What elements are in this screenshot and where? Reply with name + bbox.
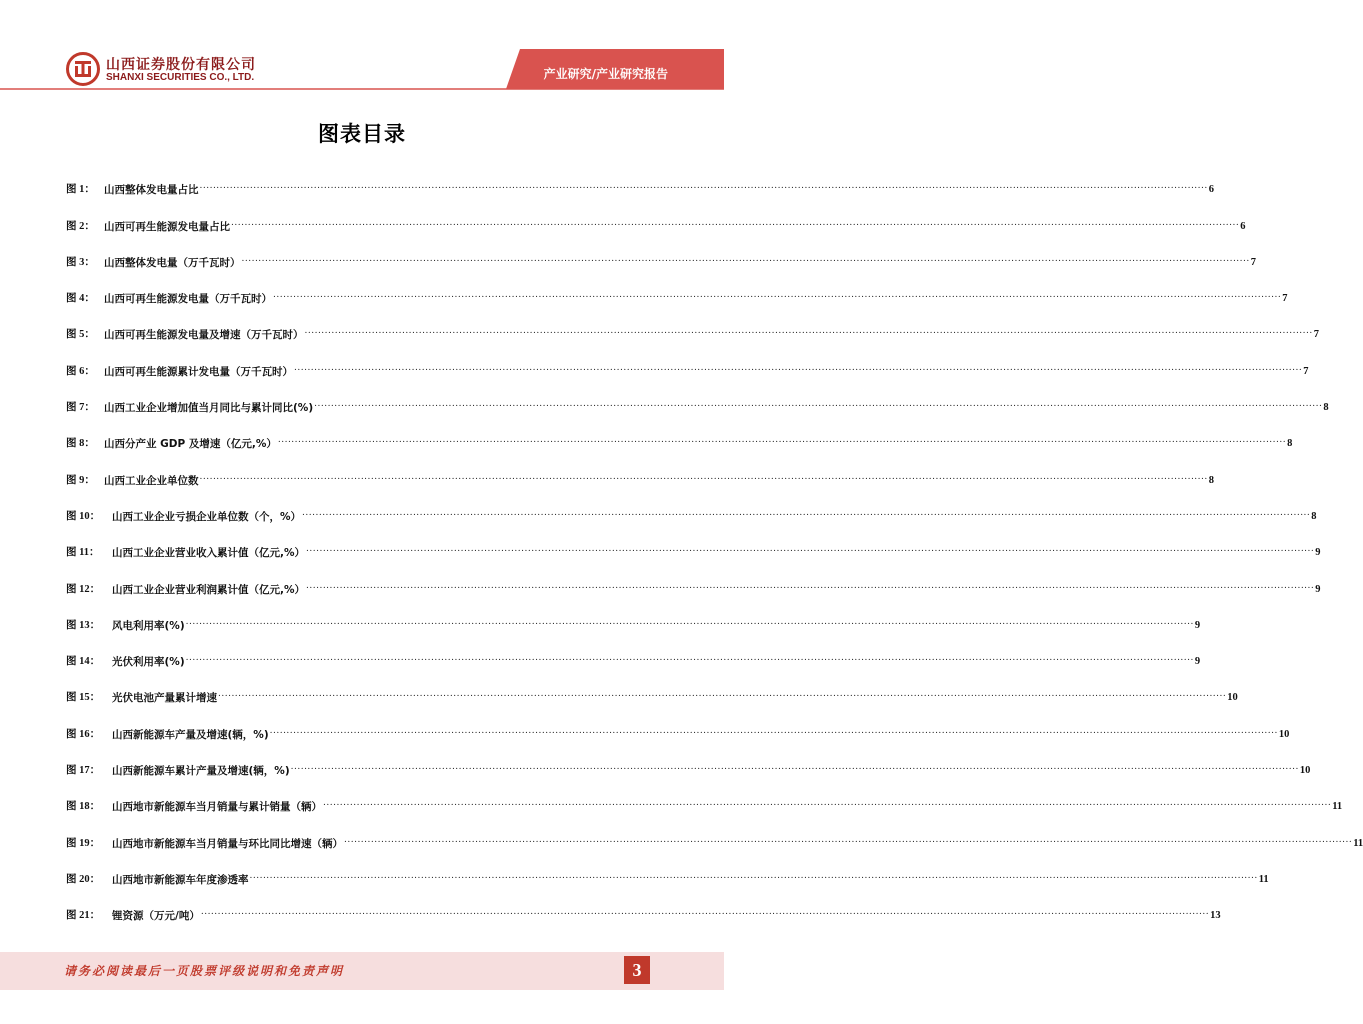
toc-entry-page: 9 bbox=[1194, 656, 1201, 668]
toc-entry-label: 图 7： bbox=[66, 402, 95, 414]
toc-entry[interactable] bbox=[66, 309, 1320, 345]
figure-list bbox=[66, 164, 1363, 926]
toc-entry[interactable] bbox=[66, 164, 1215, 200]
toc-entry-label: 图 10： bbox=[66, 510, 101, 522]
page-header bbox=[0, 0, 724, 92]
toc-entry-title: 山西分产业 GDP 及增速（亿元,%） bbox=[104, 438, 277, 451]
toc-entry[interactable] bbox=[66, 563, 1321, 599]
toc-entry-label: 图 13： bbox=[66, 619, 101, 631]
toc-entry-title: 山西工业企业增加值当月同比与累计同比(%) bbox=[104, 402, 314, 415]
toc-leader-dots: ............................................................................................................................................................................................................................................................................................................ bbox=[218, 689, 1227, 700]
toc-leader-dots: ............................................................................................................................................................................................................................................................................................................ bbox=[302, 507, 1311, 518]
toc-entry-page: 7 bbox=[1303, 365, 1309, 377]
toc-entry-label: 图 4： bbox=[66, 293, 95, 305]
toc-entry[interactable] bbox=[66, 527, 1321, 563]
toc-entry-label: 图 2： bbox=[66, 220, 95, 232]
toc-entry-page: 8 bbox=[1311, 510, 1317, 522]
toc-entry-page: 9 bbox=[1194, 619, 1201, 631]
toc-leader-dots: ............................................................................................................................................................................................................................................................................................................ bbox=[306, 544, 1315, 555]
toc-entry-title: 光伏利用率(%) bbox=[112, 656, 185, 669]
toc-entry[interactable] bbox=[66, 345, 1309, 381]
toc-leader-dots: ............................................................................................................................................................................................................................................................................................................ bbox=[294, 362, 1303, 373]
toc-leader-dots: ............................................................................................................................................................................................................................................................................................................ bbox=[199, 471, 1208, 482]
toc-entry-label: 图 14： bbox=[66, 656, 101, 668]
toc-entry-page: 11 bbox=[1353, 837, 1363, 849]
toc-entry[interactable] bbox=[66, 745, 1311, 781]
toc-entry[interactable] bbox=[66, 454, 1215, 490]
toc-entry[interactable] bbox=[66, 237, 1257, 273]
toc-leader-dots: ............................................................................................................................................................................................................................................................................................................ bbox=[199, 181, 1208, 192]
toc-entry-page: 8 bbox=[1287, 438, 1293, 450]
toc-entry-label: 图 3： bbox=[66, 256, 95, 268]
toc-entry-page: 11 bbox=[1258, 873, 1269, 885]
toc-entry-title: 山西整体发电量（万千瓦时） bbox=[104, 256, 241, 269]
toc-entry-page: 9 bbox=[1315, 583, 1321, 595]
toc-entry-page: 13 bbox=[1210, 910, 1221, 922]
toc-entry-label: 图 21： bbox=[66, 910, 101, 922]
toc-entry-page: 6 bbox=[1208, 184, 1215, 196]
toc-entry-label: 图 8： bbox=[66, 438, 95, 450]
toc-leader-dots: ............................................................................................................................................................................................................................................................................................................ bbox=[306, 580, 1315, 591]
toc-entry-title: 山西地市新能源车当月销量与环比同比增速（辆） bbox=[112, 837, 343, 850]
toc-entry[interactable] bbox=[66, 781, 1343, 817]
toc-entry-page: 7 bbox=[1250, 256, 1257, 268]
toc-entry-label: 图 5： bbox=[66, 329, 95, 341]
toc-entry[interactable] bbox=[66, 636, 1201, 672]
toc-entry-page: 10 bbox=[1299, 765, 1311, 777]
toc-entry-page: 7 bbox=[1282, 293, 1288, 305]
toc-entry-label: 图 17： bbox=[66, 765, 101, 777]
toc-entry-title: 山西新能源车产量及增速(辆，%) bbox=[112, 728, 269, 741]
toc-entry-label: 图 19： bbox=[66, 837, 101, 849]
toc-entry-page: 10 bbox=[1227, 692, 1238, 704]
company-logo-icon bbox=[66, 52, 100, 86]
toc-entry-page: 8 bbox=[1323, 402, 1329, 414]
toc-entry[interactable] bbox=[66, 854, 1269, 890]
toc-leader-dots: ............................................................................................................................................................................................................................................................................................................ bbox=[249, 870, 1258, 881]
toc-leader-dots: ............................................................................................................................................................................................................................................................................................................ bbox=[241, 253, 1250, 264]
toc-entry-title: 光伏电池产量累计增速 bbox=[112, 692, 217, 705]
toc-entry-page: 11 bbox=[1332, 801, 1343, 813]
toc-entry-title: 山西可再生能源发电量占比 bbox=[104, 220, 230, 233]
report-type-tag: 产业研究/产业研究报告 bbox=[543, 67, 668, 81]
toc-leader-dots: ............................................................................................................................................................................................................................................................................................................ bbox=[185, 653, 1194, 664]
toc-entry-title: 山西工业企业亏损企业单位数（个，%） bbox=[112, 510, 302, 523]
toc-entry-title: 山西可再生能源发电量及增速（万千瓦时） bbox=[104, 329, 304, 342]
toc-entry-title: 山西工业企业营业收入累计值（亿元,%） bbox=[112, 547, 306, 560]
toc-entry-title: 山西工业企业营业利润累计值（亿元,%） bbox=[112, 583, 306, 596]
toc-leader-dots: ............................................................................................................................................................................................................................................................................................................ bbox=[323, 798, 1332, 809]
toc-entry[interactable] bbox=[66, 600, 1201, 636]
toc-entry-page: 7 bbox=[1313, 329, 1320, 341]
toc-entry[interactable] bbox=[66, 491, 1317, 527]
toc-entry-page: 9 bbox=[1315, 547, 1321, 559]
page-number: 3 bbox=[624, 956, 650, 984]
toc-entry-label: 图 18： bbox=[66, 801, 101, 813]
toc-entry-label: 图 11： bbox=[66, 547, 100, 559]
toc-entry-title: 山西地市新能源车年度渗透率 bbox=[112, 873, 249, 886]
toc-entry[interactable] bbox=[66, 200, 1246, 236]
toc-entry-label: 图 9： bbox=[66, 474, 95, 486]
toc-entry-label: 图 6： bbox=[66, 365, 95, 377]
toc-entry[interactable] bbox=[66, 817, 1363, 853]
toc-leader-dots: ............................................................................................................................................................................................................................................................................................................ bbox=[269, 725, 1278, 736]
toc-entry-page: 6 bbox=[1240, 220, 1246, 232]
toc-entry-title: 山西新能源车累计产量及增速(辆，%) bbox=[112, 765, 290, 778]
toc-entry[interactable] bbox=[66, 382, 1329, 418]
toc-entry[interactable] bbox=[66, 890, 1221, 926]
toc-leader-dots: ............................................................................................................................................................................................................................................................................................................ bbox=[344, 834, 1353, 845]
page-footer bbox=[0, 952, 724, 990]
toc-entry-title: 山西地市新能源车当月销量与累计销量（辆） bbox=[112, 801, 322, 814]
footer-disclaimer: 请务必阅读最后一页股票评级说明和免责声明 bbox=[64, 964, 345, 978]
toc-entry[interactable] bbox=[66, 418, 1293, 454]
toc-entry-title: 山西可再生能源发电量（万千瓦时） bbox=[104, 293, 272, 306]
toc-leader-dots: ............................................................................................................................................................................................................................................................................................................ bbox=[273, 290, 1282, 301]
toc-leader-dots: ............................................................................................................................................................................................................................................................................................................ bbox=[200, 907, 1210, 918]
toc-entry[interactable] bbox=[66, 672, 1238, 708]
toc-leader-dots: ............................................................................................................................................................................................................................................................................................................ bbox=[231, 217, 1240, 228]
toc-leader-dots: ............................................................................................................................................................................................................................................................................................................ bbox=[277, 435, 1287, 446]
toc-entry-title: 山西可再生能源累计发电量（万千瓦时） bbox=[104, 365, 293, 378]
toc-entry-title: 山西整体发电量占比 bbox=[104, 184, 199, 197]
page-title: 图表目录 bbox=[318, 122, 406, 146]
toc-entry-label: 图 12： bbox=[66, 583, 101, 595]
toc-entry-page: 10 bbox=[1278, 728, 1290, 740]
toc-leader-dots: ............................................................................................................................................................................................................................................................................................................ bbox=[304, 326, 1313, 337]
toc-entry-label: 图 15： bbox=[66, 692, 101, 704]
toc-entry[interactable] bbox=[66, 708, 1290, 744]
toc-entry-label: 图 16： bbox=[66, 728, 101, 740]
toc-entry-title: 风电利用率(%) bbox=[112, 619, 185, 632]
company-name-en: SHANXI SECURITIES CO., LTD. bbox=[106, 72, 255, 83]
company-name-cn: 山西证券股份有限公司 bbox=[106, 57, 256, 73]
toc-entry-title: 山西工业企业单位数 bbox=[104, 474, 199, 487]
toc-entry[interactable] bbox=[66, 273, 1288, 309]
toc-entry-label: 图 20： bbox=[66, 873, 101, 885]
toc-leader-dots: ............................................................................................................................................................................................................................................................................................................ bbox=[185, 616, 1194, 627]
toc-entry-page: 8 bbox=[1208, 474, 1215, 486]
toc-entry-label: 图 1： bbox=[66, 184, 95, 196]
toc-leader-dots: ............................................................................................................................................................................................................................................................................................................ bbox=[290, 762, 1299, 773]
toc-entry-title: 锂资源（万元/吨） bbox=[112, 910, 200, 923]
toc-leader-dots: ............................................................................................................................................................................................................................................................................................................ bbox=[314, 399, 1323, 410]
